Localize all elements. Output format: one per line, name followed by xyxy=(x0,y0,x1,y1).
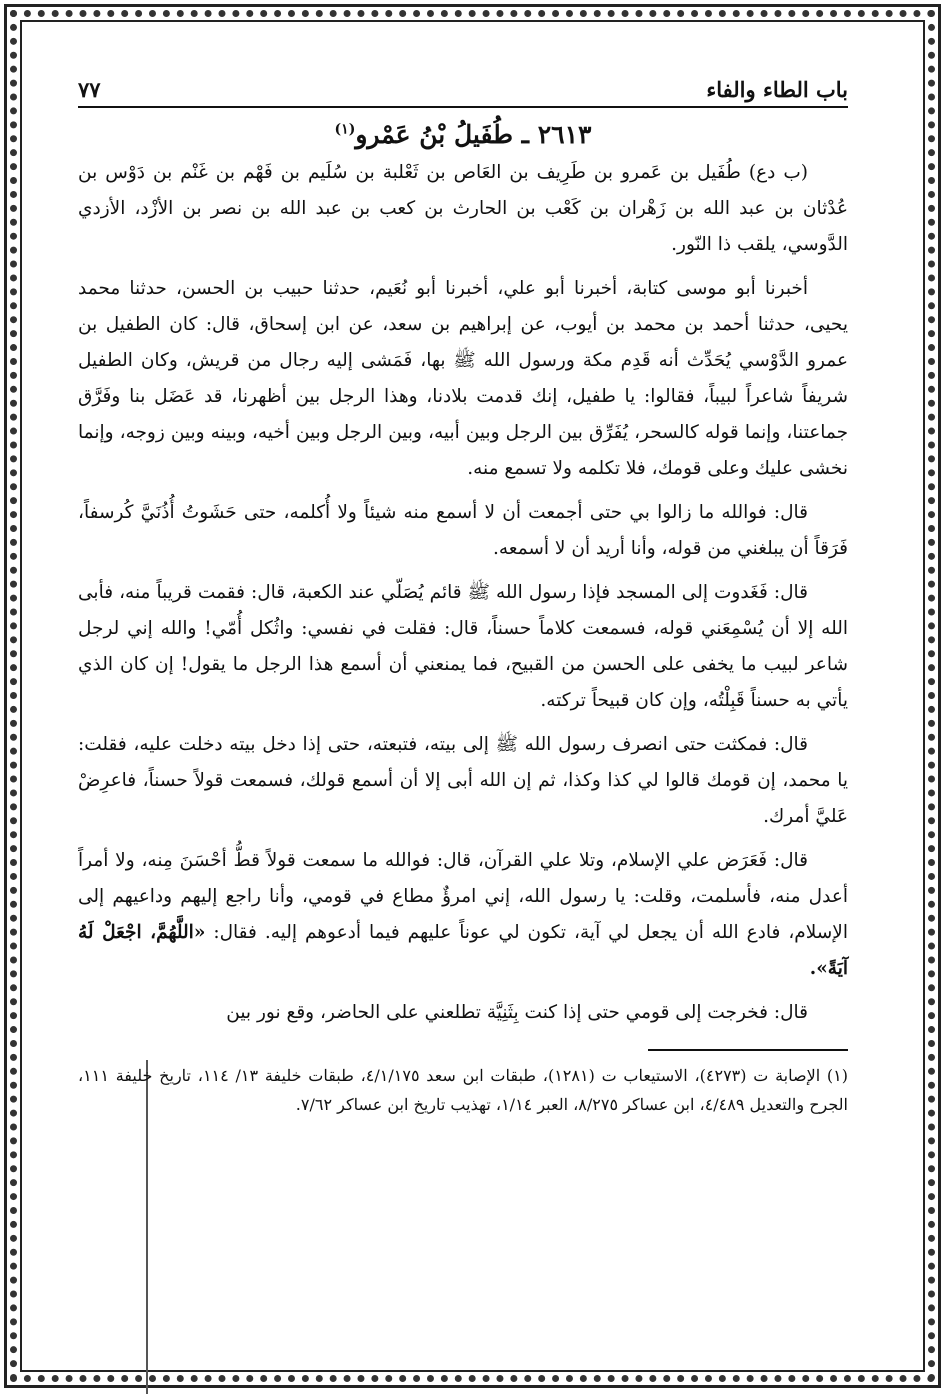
entry-title xyxy=(78,120,848,149)
book-page xyxy=(78,68,848,1119)
running-header xyxy=(78,68,848,108)
paragraph-house: قال: فمكثت حتى انصرف رسول الله ﷺ إلى بيته، فتبعته، حتى إذا دخل بيته دخلت عليه، فقلت: يا محمد، إن قومك قالوا لي كذا وكذا، ثم إن الله أبى إلا أن أسمع قولك، فسمعت قولاً حسناً، فاعرِضْ عَليَّ أمرك. xyxy=(78,734,848,827)
paragraph-islam xyxy=(78,843,848,987)
entry-title-text: ٢٦١٣ ـ طُفَيلُ بْنُ عَمْرو xyxy=(355,120,592,149)
paragraph-return: قال: فخرجت إلى قومي حتى إذا كنت بِثَنِيَّة تطلعني على الحاضر، وقع نور بين xyxy=(226,1002,808,1023)
paragraph-islam-text: قال: فَعَرَض علي الإسلام، وتلا علي القرآن، قال: فوالله ما سمعت قولاً قطُّ أحْسَنَ مِنه، ولا أمراً أعدل منه، فأسلمت، وقلت: يا رسول الله، إني امرؤٌ مطاع في قومي، وأنا راجع إليهم وداعيهم إلى الإسلام، فادع الله أن يجعل لي آية، تكون لي عوناً عليهم فيما أدعوهم إليه. فقال: xyxy=(78,850,848,943)
footnote-text: (١) الإصابة ت (٤٢٧٣)، الاستيعاب ت (١٢٨١)، طبقات ابن سعد ٤/١/١٧٥، طبقات خليفة ١٣/ ١١٤، تاريخ خليفة ١١١، الجرح والتعديل ٤/٤٨٩، ابن عساكر ٨/٢٧٥، العبر ١/١٤، تهذيب تاريخ ابن عساكر ٧/٦٢. xyxy=(78,1066,848,1114)
chapter-title: باب الطاء والفاء xyxy=(706,77,848,102)
page-number: ٧٧ xyxy=(78,77,101,102)
prophet-quote: «اللَّهُمَّ، اجْعَلْ لَهُ آيَةً». xyxy=(78,922,848,979)
paragraph-mosque: قال: فَغَدوت إلى المسجد فإذا رسول الله ﷺ قائم يُصَلّي عند الكعبة، قال: فقمت قريباً منه، فأبى الله إلا أن يُسْمِعَني قوله، فسمعت كلاماً حسناً، قال: فقلت في نفسي: واثُكل أُمّي! والله إني لرجل شاعر لبيب ما يخفى على الحسن من القبيح، فما يمنعني أن أسمع هذا الرجل ما يقول! إن كان الذي يأتي به حسناً قَبِلْتُه، وإن كان قبيحاً تركته. xyxy=(78,582,848,711)
footnote-divider xyxy=(648,1049,848,1051)
paragraph-cotton: قال: فوالله ما زالوا بي حتى أجمعت أن لا أسمع منه شيئاً ولا أُكلمه، حتى حَشَوتُ أُذُنَيَّ كُرسفاً، فَرَقاً أن يبلغني من قوله، وأنا أريد أن لا أسمعه. xyxy=(78,502,848,559)
paragraph-lineage: (ب دع) طُفَيل بن عَمرو بن طَرِيف بن العَاص بن ثَعْلبة بن سُلَيم بن فَهْم بن غَنْم بن دَوْس بن عُدْثان بن عبد الله بن زَهْران بن كَعْب بن الحارث بن كعب بن عبد الله بن نصر بن الأزْد، الأزدي الدَّوسي، يلقب ذا النّور. xyxy=(78,162,848,255)
paragraph-narration: أخبرنا أبو موسى كتابة، أخبرنا أبو علي، أخبرنا أبو نُعَيم، حدثنا حبيب بن الحسن، حدثنا محمد يحيى، حدثنا أحمد بن محمد بن أيوب، عن إبراهيم بن سعد، عن ابن إسحاق، قال: كان الطفيل بن عمرو الدَّوْسي يُحَدِّث أنه قَدِم مكة ورسول الله ﷺ بها، فَمَشى إليه رجال من قريش، وكان الطفيل شريفاً شاعراً لبيباً، فقالوا: يا طفيل، إنك قدمت بلادنا، وهذا الرجل بين أظهرنا، قد عَضَل بنا وفَرَّق جماعتنا، وإنما قوله كالسحر، يُفَرِّق بين الرجل وبين أبيه، وبين الرجل وبين أخيه، وبينه وبين زوجه، وإنما نخشى عليك وعلى قومك، فلا تكلمه ولا تسمع منه. xyxy=(78,278,848,479)
footnote-marker: (١) xyxy=(334,121,356,138)
